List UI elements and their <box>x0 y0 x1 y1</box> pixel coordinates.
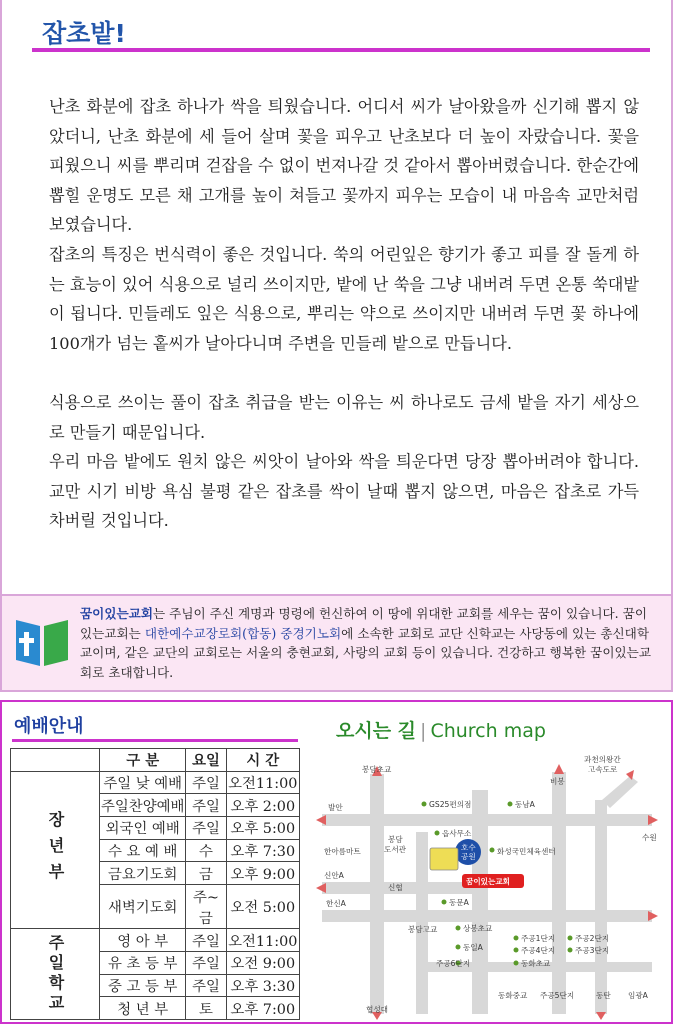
schedule-cell-time: 오후 7:00 <box>226 997 299 1020</box>
church-map <box>312 750 667 1020</box>
map-label: 신협 <box>388 883 403 892</box>
schedule-cell-name: 금요기도회 <box>100 862 186 885</box>
map-label: 주공2단지 <box>575 934 610 943</box>
schedule-cell-time: 오후 2:00 <box>226 794 299 817</box>
map-label: 주공3단지 <box>575 946 610 955</box>
schedule-cell-time: 오후 7:30 <box>226 839 299 862</box>
schedule-cell-name: 유 초 등 부 <box>100 951 186 974</box>
map-label: 주공4단지 <box>521 946 556 955</box>
map-label: 봉담고교 <box>408 925 438 934</box>
schedule-group-label <box>11 771 100 929</box>
article-paragraph: 우리 마음 밭에도 원치 않은 씨앗이 날아와 싹을 틔운다면 당장 뽑아버려야 합니다. 교만 시기 비방 욕심 불평 같은 잡초를 싹이 날때 뽑지 않으면, 마음은 잡초로 가득 차버릴 것입니다. <box>49 452 639 531</box>
map-label: 신안A <box>324 871 344 880</box>
schedule-cell-day: 수 <box>186 839 226 862</box>
map-label: 주공6단지 <box>436 959 471 968</box>
intro-denomination: 대한예수교장로회(합동) 중경기노회 <box>144 625 342 641</box>
map-label: 동화중교 <box>498 991 528 1000</box>
info-panel <box>0 700 673 1024</box>
schedule-cell-name: 수 요 예 배 <box>100 839 186 862</box>
map-label: 동일A <box>463 943 483 952</box>
schedule-cell-day: 주일 <box>186 794 226 817</box>
schedule-cell-day: 주일 <box>186 951 226 974</box>
schedule-cell-day: 토 <box>186 997 226 1020</box>
map-roads <box>322 772 652 1014</box>
schedule-cell-day: 금 <box>186 862 226 885</box>
schedule-cell-name: 주일찬양예배 <box>100 794 186 817</box>
schedule-cell-name: 영 아 부 <box>100 929 186 952</box>
book-cross-icon <box>12 610 72 670</box>
schedule-cell-name: 청 년 부 <box>100 997 186 1020</box>
schedule-cell-name: 주일 낮 예배 <box>100 771 186 794</box>
map-label: 한아름마트 <box>324 847 361 856</box>
map-label: 주공1단지 <box>521 934 556 943</box>
map-label: 상봉초교 <box>463 924 493 933</box>
schedule-cell-day: 주일 <box>186 929 226 952</box>
schedule-cell-time: 오전11:00 <box>226 771 299 794</box>
article-title: 잡초밭! <box>42 19 126 48</box>
schedule-underline <box>12 739 298 742</box>
map-label: 고속도로 <box>588 765 618 774</box>
map-label: 주공5단지 <box>540 991 575 1000</box>
schedule-header-row <box>11 749 300 772</box>
map-title-ko: 오시는 길 <box>336 720 417 742</box>
map-label: 봉담 <box>388 835 403 844</box>
schedule-cell-time: 오전 9:00 <box>226 951 299 974</box>
schedule-title: 예배안내 <box>14 716 84 737</box>
intro-part2: 에 소속한 교회로 교단 신학교는 사당동에 있는 총신대학교이며, 같은 교단의 교회로는 서울의 충현교회, 사랑의 교회 등이 있습니다. 건강하고 행복한 꿈이있는교회로 초대합니다. <box>80 625 652 680</box>
schedule-cell-time: 오전 5:00 <box>226 884 299 928</box>
schedule-cell-time: 오전11:00 <box>226 929 299 952</box>
title-underline <box>32 48 650 52</box>
schedule-cell-time: 오후 5:00 <box>226 816 299 839</box>
map-label: 수원 <box>642 833 657 842</box>
schedule-group-text: 장년부 <box>46 810 65 889</box>
schedule-cell-day: 주일 <box>186 816 226 839</box>
schedule-cell-time: 오후 3:30 <box>226 974 299 997</box>
schedule-body <box>11 771 300 1019</box>
schedule-cell-name: 외국인 예배 <box>100 816 186 839</box>
church-building-icon <box>430 848 458 870</box>
map-label: 비봉 <box>550 777 565 786</box>
map-label: GS25편의점 <box>429 800 472 809</box>
map-label: 봉담초교 <box>362 765 392 774</box>
intro-part1: 는 주님이 주신 계명과 명령에 헌신하여 이 땅에 위대한 교회를 세우는 꿈이 있습니다. 꿈이있는교회는 <box>80 606 648 641</box>
schedule-header-blank <box>11 749 100 772</box>
map-label: 동남A <box>515 800 535 809</box>
schedule-header: 시 간 <box>226 749 299 772</box>
map-title-separator: | <box>420 720 427 742</box>
article-body <box>49 92 639 536</box>
map-label: 동화초교 <box>521 959 551 968</box>
map-label: 한신A <box>326 899 346 908</box>
map-label: 협성대 <box>366 1005 389 1014</box>
schedule-header: 요일 <box>186 749 226 772</box>
article-paragraph: 난초 화분에 잡초 하나가 싹을 틔웠습니다. 어디서 씨가 날아왔을까 신기해 뽑지 않았더니, 난초 화분에 세 들어 살며 꽃을 피우고 난초보다 더 높이 자랐습니다. 꽃을 피웠으니 씨를 뿌리며 걷잡을 수 없이 번져나갈 것 같아서 뽑아버렸습니다. 한순간에 뽑힐 운명도 모른 채 고개를 높이 쳐들고 꽃까지 피우는 모습이 내 마음속 교만처럼 보였습니다. <box>49 97 639 235</box>
map-label: 호수 <box>461 843 476 852</box>
article-paragraph: 식용으로 쓰이는 풀이 잡초 취급을 받는 이유는 씨 하나로도 금세 밭을 자기 세상으로 만들기 때문입니다. <box>49 392 639 442</box>
map-label: 과천의왕간 <box>584 755 621 764</box>
map-church-label: 꿈이있는교회 <box>466 877 511 886</box>
schedule-table <box>10 748 300 1020</box>
schedule-group-label <box>11 929 100 1020</box>
schedule-cell-day: 주일 <box>186 974 226 997</box>
map-label: 화성국민체육센터 <box>497 847 556 856</box>
map-label: 도서관 <box>384 845 407 854</box>
schedule-cell-day: 주~금 <box>186 884 226 928</box>
schedule-row <box>11 929 300 952</box>
map-label: 동탄 <box>596 991 611 1000</box>
map-title-en: Church map <box>430 720 546 742</box>
intro-church-name: 꿈이있는교회 <box>80 606 153 621</box>
map-label: 임광A <box>628 991 648 1000</box>
church-intro <box>0 596 673 692</box>
map-label: 공원 <box>461 852 476 861</box>
schedule-cell-name: 새벽기도회 <box>100 884 186 928</box>
schedule-header: 구 분 <box>100 749 186 772</box>
map-label: 발안 <box>328 803 343 812</box>
schedule-cell-day: 주일 <box>186 771 226 794</box>
map-title <box>336 716 546 743</box>
schedule-cell-time: 오후 9:00 <box>226 862 299 885</box>
intro-text <box>80 604 656 682</box>
article-paragraph: 잡초의 특징은 번식력이 좋은 것입니다. 쑥의 어린잎은 향기가 좋고 피를 잘 돌게 하는 효능이 있어 식용으로 널리 쓰이지만, 밭에 난 쑥을 그냥 내버려 두면 온통 쑥대밭이 됩니다. 민들레도 잎은 식용으로, 뿌리는 약으로 쓰이지만 내버려 두면 꽃 하나에 100개가 넘는 홑씨가 날아다니며 주변을 민들레 밭으로 만듭니다. <box>49 244 639 353</box>
schedule-cell-name: 중 고 등 부 <box>100 974 186 997</box>
map-label: 읍사무소 <box>442 829 472 838</box>
schedule-group-text: 주일학교 <box>46 934 65 1015</box>
map-label: 동문A <box>449 898 469 907</box>
schedule-row <box>11 771 300 794</box>
